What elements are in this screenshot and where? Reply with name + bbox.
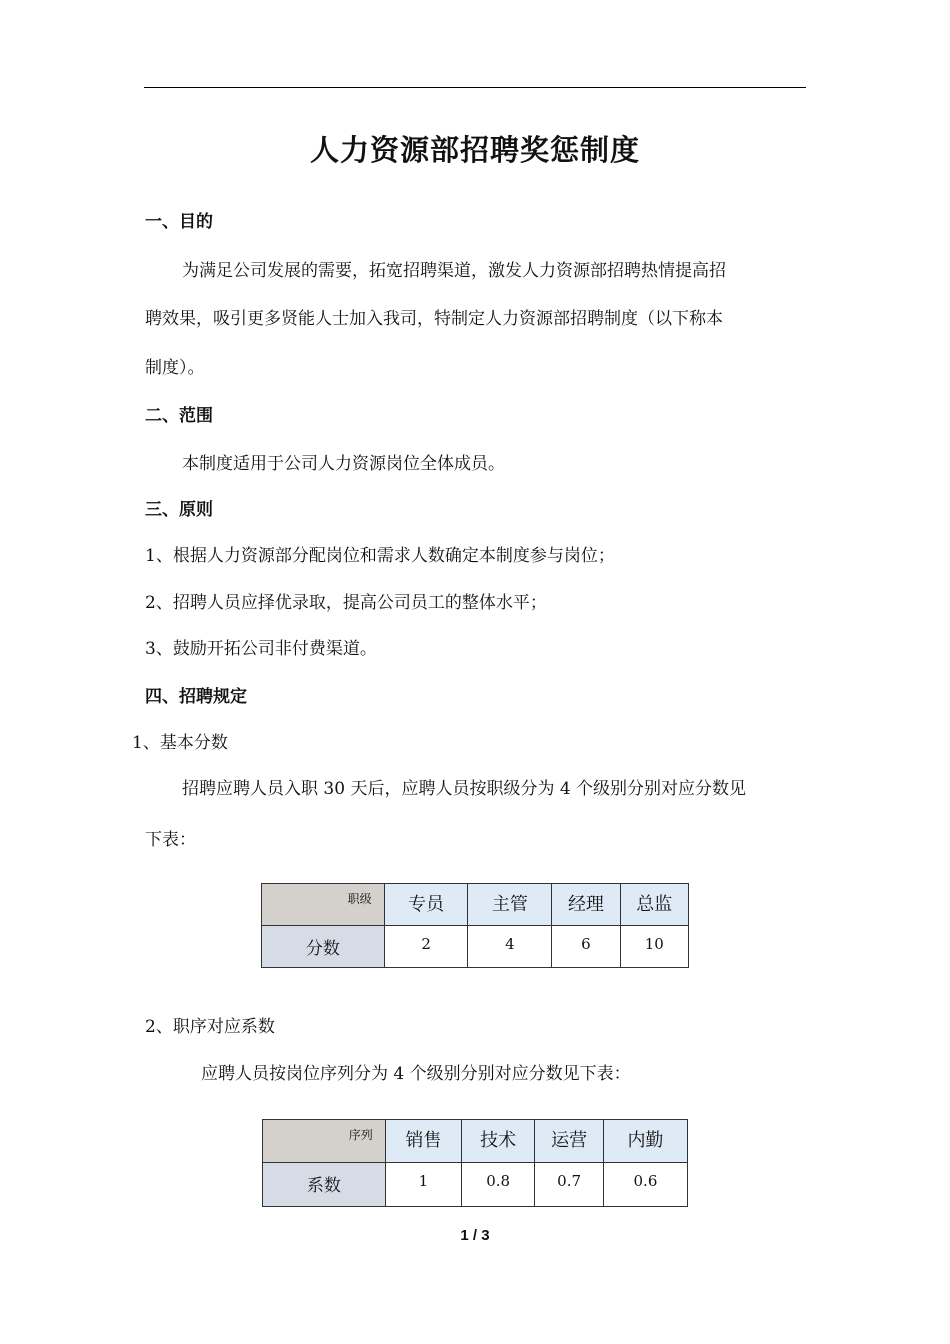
table-value-cell: 2 [384,926,468,968]
subsection-base-score: 1、基本分数 [132,733,228,753]
table-header-cell: 运营 [535,1120,604,1163]
table-value-cell: 1 [385,1163,461,1207]
sequence-coefficient-table [262,1119,688,1207]
table-value-cell: 0.8 [461,1163,534,1207]
principle-item-2: 2、招聘人员应择优录取，提高公司员工的整体水平； [145,593,547,613]
table-header-cell: 技术 [461,1120,534,1163]
page-number: 1 / 3 [460,1227,490,1244]
sequence-coefficient-paragraph: 应聘人员按岗位序列分为 4 个级别分别对应分数见下表： [201,1064,631,1084]
table-header-cell: 主管 [468,884,552,926]
table-row-label: 分数 [262,926,385,968]
section-heading-purpose: 一、目的 [145,212,213,232]
header-rule [144,87,806,88]
document-title: 人力资源部招聘奖惩制度 [309,133,640,167]
table-header-cell: 经理 [552,884,620,926]
purpose-paragraph-line-3: 制度）。 [145,358,205,378]
subsection-sequence-coefficient: 2、职序对应系数 [145,1017,275,1037]
principle-item-3: 3、鼓励开拓公司非付费渠道。 [145,639,377,659]
section-heading-rules: 四、招聘规定 [145,687,247,707]
table-header-cell: 专员 [384,884,468,926]
table-corner-cell: 序列 [263,1120,386,1163]
base-score-paragraph-line-1: 招聘应聘人员入职 30 天后，应聘人员按职级分为 4 个级别分别对应分数见 [182,779,747,799]
table-value-cell: 0.7 [535,1163,604,1207]
table-value-cell: 4 [468,926,552,968]
table-value-cell: 0.6 [603,1163,687,1207]
base-score-table [261,883,689,968]
table-value-cell: 10 [620,926,688,968]
scope-paragraph: 本制度适用于公司人力资源岗位全体成员。 [182,454,505,474]
section-heading-principles: 三、原则 [145,500,213,520]
purpose-paragraph-line-2: 聘效果，吸引更多贤能人士加入我司，特制定人力资源部招聘制度（以下称本 [145,309,723,329]
table-header-cell: 销售 [385,1120,461,1163]
table-value-cell: 6 [552,926,620,968]
table-corner-cell: 职级 [262,884,385,926]
principle-item-1: 1、根据人力资源部分配岗位和需求人数确定本制度参与岗位； [145,546,615,566]
table-header-cell: 内勤 [603,1120,687,1163]
section-heading-scope: 二、范围 [145,406,213,426]
table-row-label: 系数 [263,1163,386,1207]
table-header-cell: 总监 [620,884,688,926]
purpose-paragraph-line-1: 为满足公司发展的需要，拓宽招聘渠道，激发人力资源部招聘热情提高招 [182,261,726,281]
base-score-paragraph-line-2: 下表： [145,830,196,850]
